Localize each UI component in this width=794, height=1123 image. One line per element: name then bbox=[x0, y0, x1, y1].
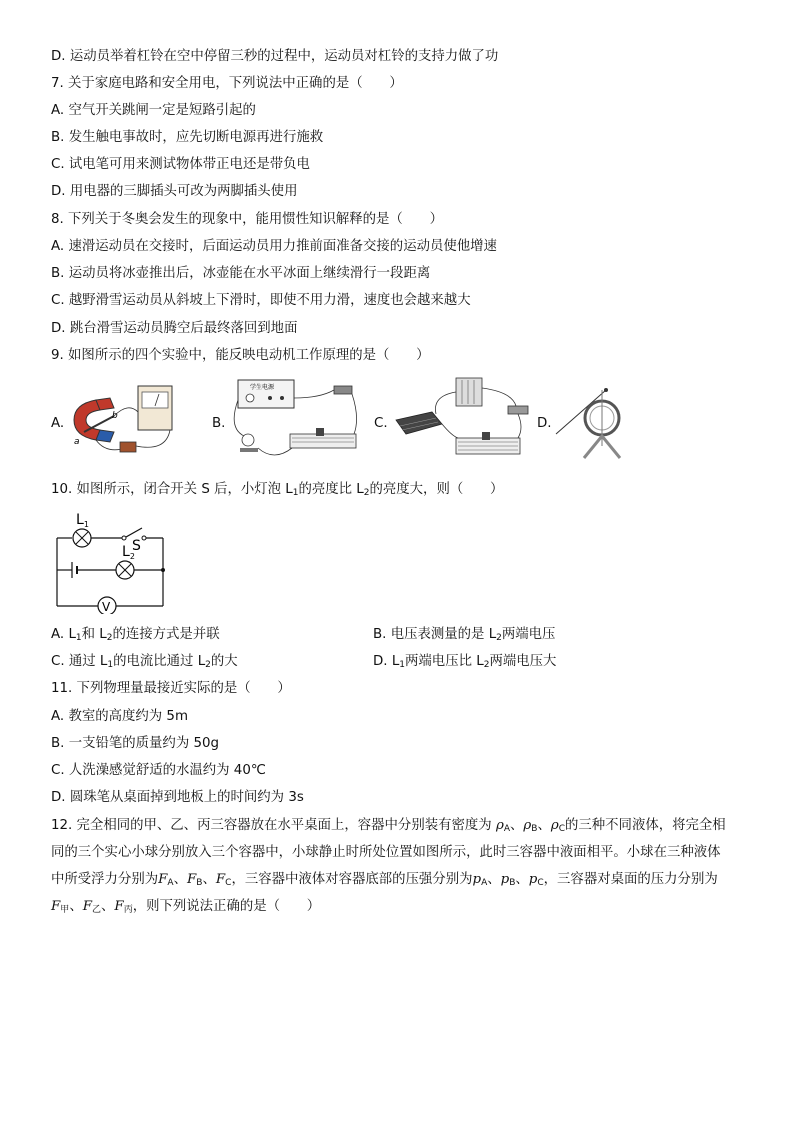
label-v: V bbox=[102, 600, 111, 614]
q8-option-d: D. 跳台滑雪运动员腾空后最终落回到地面 bbox=[51, 321, 298, 336]
label-l2: $L_2$ bbox=[122, 544, 135, 561]
q12-line-1: 12. 完全相同的甲、乙、丙三容器放在水平桌面上，容器中分别装有密度为 $\rho_A$、$\rho_B$、$\rho_C$的三种不同液体，将完全相 bbox=[51, 818, 726, 834]
q9-figure-d bbox=[554, 384, 644, 462]
q9-figure-b bbox=[230, 378, 360, 462]
battery bbox=[456, 378, 482, 406]
q11-option-d: D. 圆珠笔从桌面掉到地板上的时间约为 3s bbox=[51, 790, 304, 805]
q12-line-4: $F_甲$、$F_乙$、$F_丙$，则下列说法正确的是（ ） bbox=[51, 899, 321, 915]
q10-option-c: C. 通过 $L_1$的电流比通过 $L_2$的大 bbox=[51, 654, 238, 670]
label-b: b bbox=[112, 411, 118, 421]
q10-circuit-diagram bbox=[52, 508, 172, 614]
q10-stem: 10. 如图所示，闭合开关 S 后，小灯泡 $L_1$的亮度比 $L_2$的亮度大，则（ ） bbox=[51, 482, 504, 498]
q9-label-c: C. bbox=[374, 416, 388, 431]
q11-option-b: B. 一支铅笔的质量约为 50g bbox=[51, 736, 220, 751]
q8-option-c: C. 越野滑雪运动员从斜坡上下滑时，即使不用力滑，速度也会越来越大 bbox=[51, 293, 471, 308]
q7-option-b: B. 发生触电事故时，应先切断电源再进行施救 bbox=[51, 130, 324, 145]
q10-option-a: A. $L_1$和 $L_2$的连接方式是并联 bbox=[51, 627, 220, 643]
q12-line-2: 同的三个实心小球分别放入三个容器中，小球静止时所处位置如图所示，此时三容器中液面相平。小球在三种液体 bbox=[51, 845, 721, 860]
q8-option-b: B. 运动员将冰壶推出后，冰壶能在水平冰面上继续滑行一段距离 bbox=[51, 266, 431, 281]
q12-line-3: 中所受浮力分别为$F_A$、$F_B$、$F_C$，三容器中液体对容器底部的压强分别为$p_A$、$p_B$、$p_C$，三容器对桌面的压力分别为 bbox=[51, 872, 718, 888]
q9-label-a: A. bbox=[51, 416, 65, 431]
switch-s bbox=[126, 528, 142, 537]
rheostat bbox=[290, 434, 356, 448]
label-l1: $L_1$ bbox=[76, 512, 89, 529]
switch bbox=[508, 406, 528, 414]
q7-option-a: A. 空气开关跳闸一定是短路引起的 bbox=[51, 103, 256, 118]
q9-label-d: D. bbox=[537, 416, 552, 431]
q9-figure-c bbox=[392, 376, 532, 464]
switch bbox=[120, 442, 136, 452]
q7-option-d: D. 用电器的三脚插头可改为两脚插头使用 bbox=[51, 184, 298, 199]
q9-figure-a bbox=[66, 382, 178, 458]
horseshoe-magnet-red bbox=[74, 400, 100, 440]
q10-option-b: B. 电压表测量的是 $L_2$两端电压 bbox=[373, 627, 556, 643]
q11-option-c: C. 人洗澡感觉舒适的水温约为 40℃ bbox=[51, 763, 266, 778]
q11-stem: 11. 下列物理量最接近实际的是（ ） bbox=[51, 681, 291, 696]
label-a: a bbox=[74, 437, 80, 447]
q8-option-a: A. 速滑运动员在交接时，后面运动员用力推前面准备交接的运动员使他增速 bbox=[51, 239, 497, 254]
electromagnet bbox=[396, 412, 442, 434]
q6-option-d: D. 运动员举着杠铃在空中停留三秒的过程中，运动员对杠铃的支持力做了功 bbox=[51, 49, 499, 64]
q8-stem: 8. 下列关于冬奥会发生的现象中，能用惯性知识解释的是（ ） bbox=[51, 212, 443, 227]
light-bulb bbox=[242, 434, 254, 446]
q10-option-d: D. $L_1$两端电压比 $L_2$两端电压大 bbox=[373, 654, 557, 670]
q7-option-c: C. 试电笔可用来测试物体带正电还是带负电 bbox=[51, 157, 310, 172]
q7-stem: 7. 关于家庭电路和安全用电，下列说法中正确的是（ ） bbox=[51, 76, 403, 91]
q11-option-a: A. 教室的高度约为 5m bbox=[51, 709, 188, 724]
svg-text:学生电源: 学生电源 bbox=[250, 384, 275, 391]
q9-stem: 9. 如图所示的四个实验中，能反映电动机工作原理的是（ ） bbox=[51, 348, 430, 363]
label-s: S bbox=[132, 538, 141, 554]
switch bbox=[334, 386, 352, 394]
pointer-rod bbox=[556, 390, 606, 434]
q9-label-b: B. bbox=[212, 416, 226, 431]
